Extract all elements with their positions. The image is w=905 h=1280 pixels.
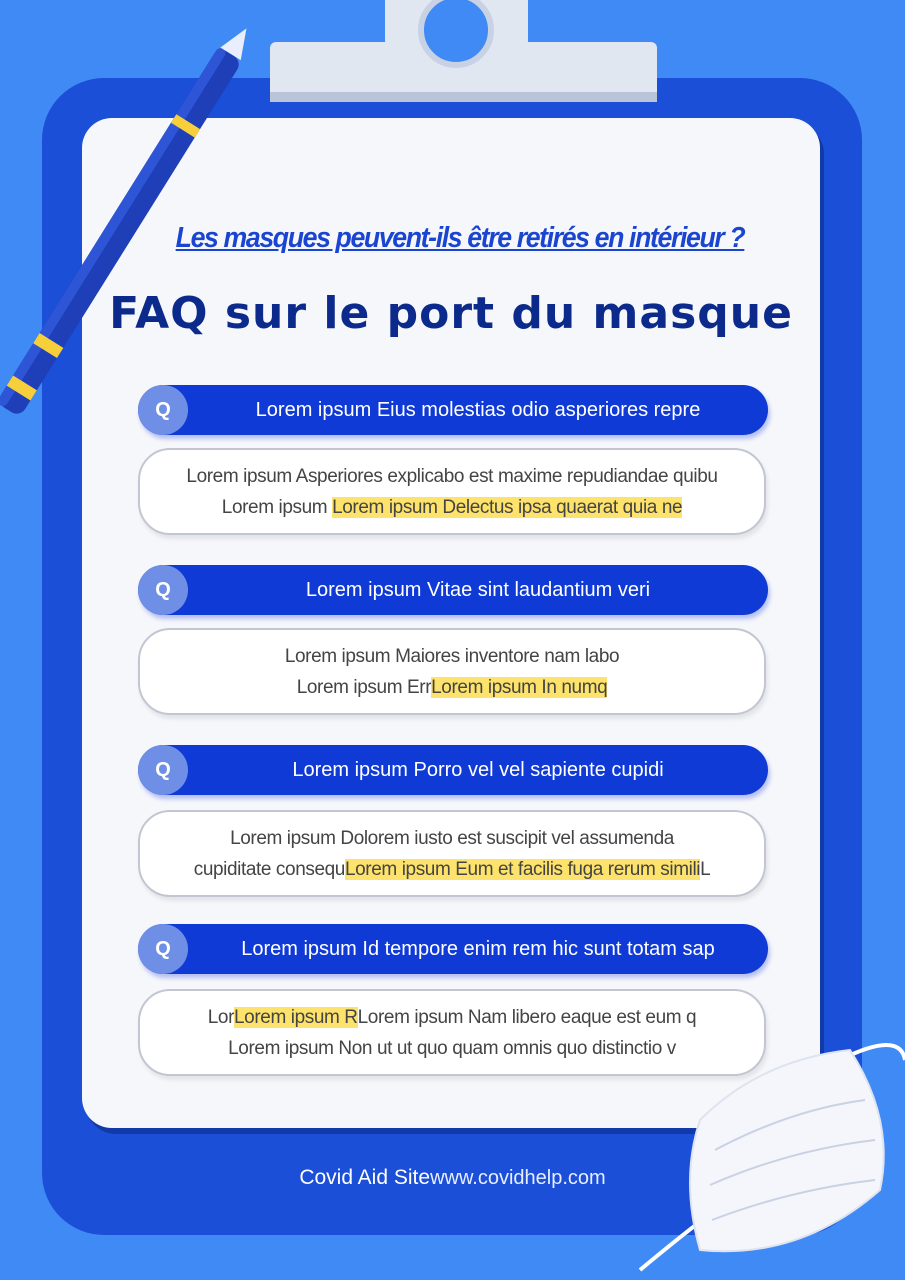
answer-text: Lorem ipsum Nam libero eaque est eum q bbox=[357, 1006, 697, 1028]
answer-text: Lorem ipsum bbox=[221, 496, 333, 518]
q-badge: Q bbox=[138, 385, 188, 435]
answer-text: cupiditate consequ bbox=[193, 858, 345, 880]
q-badge: Q bbox=[138, 924, 188, 974]
answer-text: Lorem ipsum Non ut ut quo quam omnis quo distinctio v bbox=[228, 1037, 676, 1059]
question-text: Lorem ipsum Id tempore enim rem hic sunt totam sap bbox=[241, 938, 715, 960]
highlighted-text: Lorem ipsum In numq bbox=[431, 676, 608, 698]
subtitle: Les masques peuvent-ils être retirés en intérieur ? bbox=[175, 222, 745, 254]
answer-text: Lorem ipsum Dolorem iusto est suscipit vel assumenda bbox=[230, 827, 674, 849]
highlighted-text: Lorem ipsum R bbox=[234, 1006, 358, 1028]
question-text: Lorem ipsum Porro vel vel sapiente cupidi bbox=[292, 759, 664, 781]
answer-text: Lorem ipsum Err bbox=[296, 676, 432, 698]
footer-url[interactable]: www.covidhelp.com bbox=[430, 1167, 606, 1189]
answer-text: Lorem ipsum Maiores inventore nam labo bbox=[284, 645, 620, 667]
highlighted-text: Lorem ipsum Eum et facilis fuga rerum simili bbox=[344, 858, 701, 880]
answer-text: Lor bbox=[207, 1006, 235, 1028]
question-text: Lorem ipsum Vitae sint laudantium veri bbox=[305, 579, 651, 601]
q-badge: Q bbox=[138, 565, 188, 615]
question-text: Lorem ipsum Eius molestias odio asperiores repre bbox=[255, 399, 701, 421]
footer-site-name: Covid Aid Site bbox=[299, 1166, 431, 1189]
q-badge: Q bbox=[138, 745, 188, 795]
footer bbox=[0, 1166, 905, 1190]
answer-text: Lorem ipsum Asperiores explicabo est maxime repudiandae quibu bbox=[186, 465, 718, 487]
highlighted-text: Lorem ipsum Delectus ipsa quaerat quia ne bbox=[332, 496, 683, 518]
answer-text: L bbox=[700, 858, 711, 880]
page-title: FAQ sur le port du masque bbox=[109, 288, 793, 339]
